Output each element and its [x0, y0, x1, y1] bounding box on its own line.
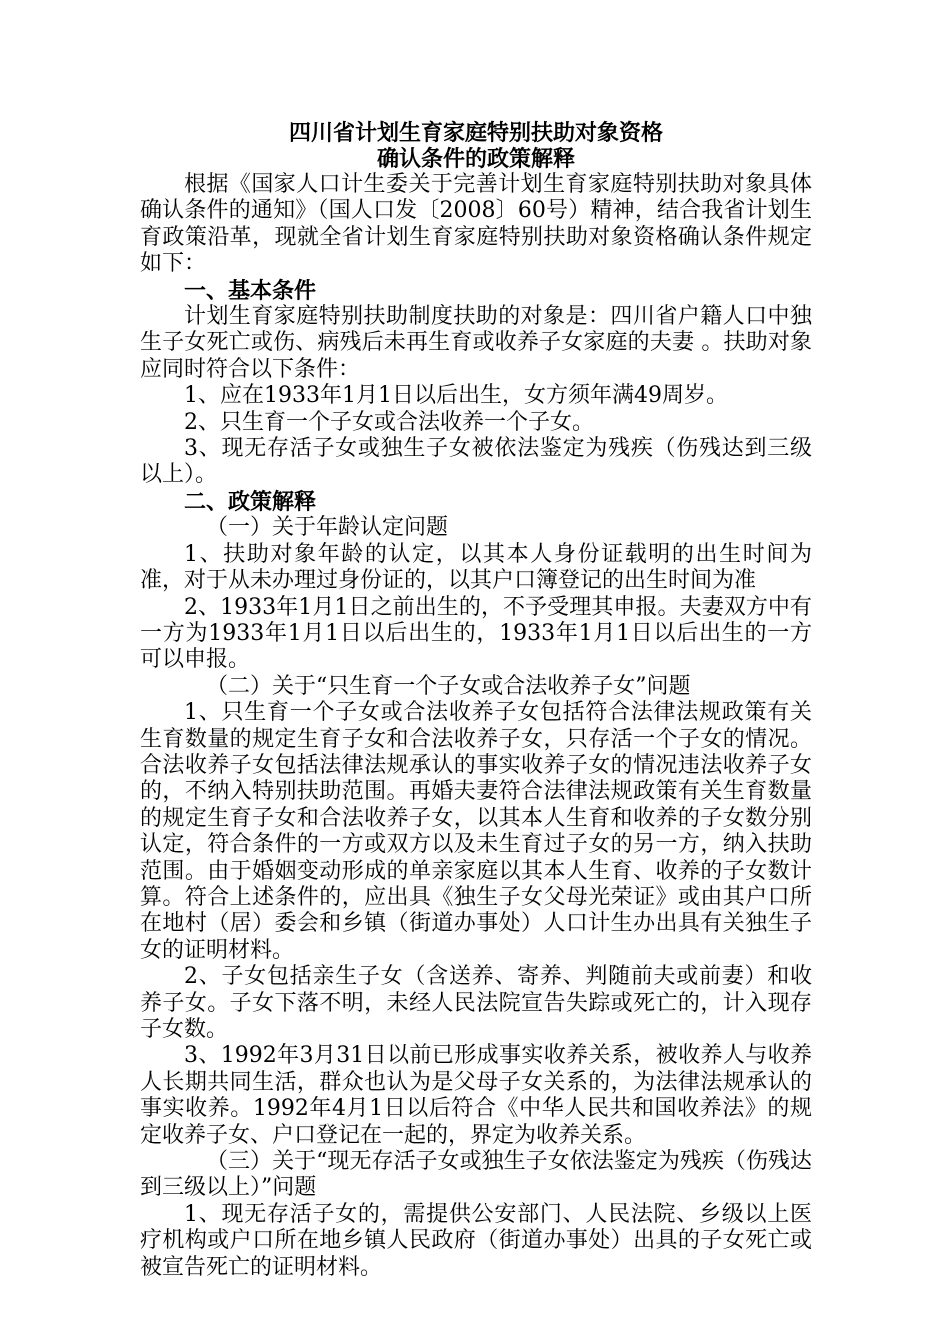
subsection-heading-age: （一）关于年龄认定问题	[206, 515, 449, 541]
age-item-2: 2、1933年1月1日之前出生的，不予受理其申报。夫妻双方中有一方为1933年1月1日以后出生的，1933年1月1日以后出生的一方可以申报。	[140, 594, 812, 673]
section-heading-basic-conditions: 一、基本条件	[184, 277, 317, 304]
one-child-item-3: 3、1992年3月31日以前已形成事实收养关系，被收养人与收养人长期共同生活，群众也认为是父母子女关系的，为法律法规承认的事实收养。1992年4月1日以后符合《中华人民共和国收养法》的规定收养子女、户口登记在一起的，界定为收养关系。	[140, 1043, 812, 1148]
section-heading-policy-explanation: 二、政策解释	[184, 488, 317, 515]
age-item-1: 1、扶助对象年龄的认定，以其本人身份证载明的出生时间为准，对于从未办理过身份证的，以其户口簿登记的出生时间为准	[140, 541, 812, 594]
condition-item-3: 3、现无存活子女或独生子女被依法鉴定为残疾（伤残达到三级以上）。	[140, 436, 812, 488]
condition-item-1: 1、应在1933年1月1日以后出生，女方须年满49周岁。	[184, 383, 728, 409]
document-page	[140, 120, 812, 1281]
one-child-item-2: 2、子女包括亲生子女（含送养、寄养、判随前夫或前妻）和收养子女。子女下落不明，未经人民法院宣告失踪或死亡的，计入现存子女数。	[140, 964, 812, 1042]
one-child-item-1: 1、只生育一个子女或合法收养子女包括符合法律法规政策有关生育数量的规定生育子女和合法收养子女，只存活一个子女的情况。合法收养子女包括法律法规承认的事实收养子女的情况违法收养子女的，不纳入特别扶助范围。再婚夫妻符合法律法规政策有关生育数量的规定生育子女和合法收养子女，以其本人生育和收养的子女数分别认定，符合条件的一方或双方以及未生育过子女的另一方，纳入扶助范围。由于婚姻变动形成的单亲家庭以其本人生育、收养的子女数计算。符合上述条件的，应出具《独生子女父母光荣证》或由其户口所在地村（居）委会和乡镇（街道办事处）人口计生办出具有关独生子女的证明材料。	[140, 700, 812, 963]
no-living-child-item-1: 1、现无存活子女的，需提供公安部门、人民法院、乡级以上医疗机构或户口所在地乡镇人民政府（街道办事处）出具的子女死亡或被宣告死亡的证明材料。	[140, 1201, 812, 1280]
subsection-heading-one-child: （二）关于“只生育一个子女或合法收养子女”问题	[206, 673, 691, 699]
paragraph-subject-definition: 计划生育家庭特别扶助制度扶助的对象是：四川省户籍人口中独生子女死亡或伤、病残后未再生育或收养子女家庭的夫妻 。扶助对象应同时符合以下条件：	[140, 304, 812, 382]
document-title-line-2: 确认条件的政策解释	[376, 146, 575, 172]
condition-item-2: 2、只生育一个子女或合法收养一个子女。	[184, 409, 594, 435]
subsection-heading-no-living-child: （三）关于“现无存活子女或独生子女依法鉴定为残疾（伤残达到三级以上）”问题	[140, 1149, 812, 1201]
document-title-line-1: 四川省计划生育家庭特别扶助对象资格	[288, 120, 663, 146]
intro-paragraph: 根据《国家人口计生委关于完善计划生育家庭特别扶助对象具体确认条件的通知》（国人口发〔2008〕60号）精神，结合我省计划生育政策沿革，现就全省计划生育家庭特别扶助对象资格确认条件规定如下：	[140, 172, 812, 277]
